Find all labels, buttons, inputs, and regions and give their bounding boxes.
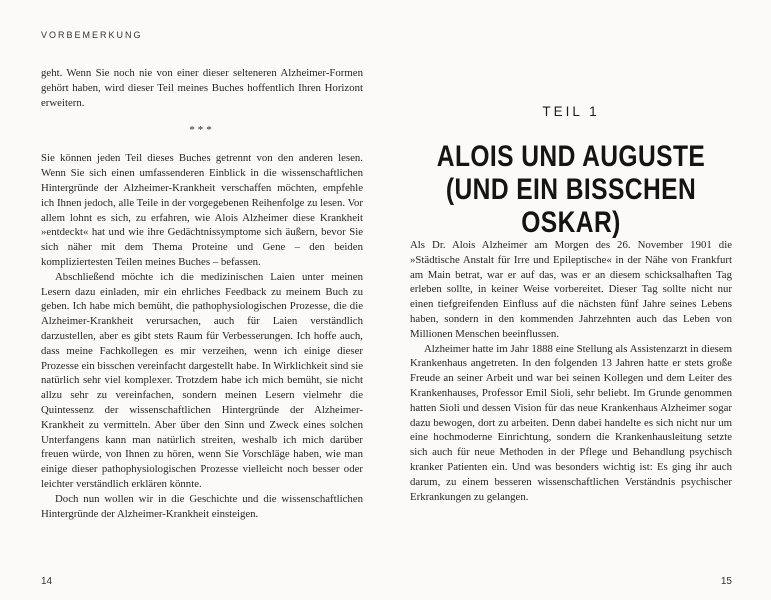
paragraph: Abschließend möchte ich die medizinischen Laien unter meinen Lesern dazu einladen, mir ein ehrliches Feedback zu meinem Buch zu geben. Ich habe mich bemüht, die pathophysiologischen Prozesse, die die Alzheimer-Krankheit verursachen, auch für Laien verständlich darzustellen, aber es gibt stets Raum für Verbesserungen. Ich hoffe auch, dass meine Fachkollegen es mir verzeihen, wenn ich einige dieser Prozesse ein bisschen vereinfacht dargestellt habe. In Wirklichkeit sind sie natürlich sehr viel komplexer. Trotzdem habe ich mich bemüht, sie nicht allzu sehr zu vereinfachen, sondern meinen Lesern vielmehr die Quintessenz der wissenschaftlichen Hintergründe der Alzheimer-Krankheit zu vermitteln. Aber über den Sinn und Zweck eines solchen Unterfangens kann man natürlich streiten, weshalb ich mich darüber freuen würde, von Ihnen zu hören, wenn Sie Vorschläge haben, wie man einige dieser pathophysiologischen Prozesse vielleicht noch besser oder leichter verständlich erklären könnte. (41, 270, 363, 490)
page-number: 14 (41, 576, 53, 587)
chapter-title: ALOIS UND AUGUSTE (UND EIN BISSCHEN OSKAR) (436, 140, 706, 239)
paragraph: Sie können jeden Teil dieses Buches getrennt von den anderen lesen. Wenn Sie sich einen umfassenderen Einblick in die wissenschaftlichen Hintergründe der Alzheimer-Krankheit verschaffen möchten, empfehle ich Ihnen jedoch, alle Teile in der vorgegebenen Reihenfolge zu lesen. Vor allem lohnt es sich, zu erfahren, wie Alois Alzheimer diese Krankheit »entdeckt« hat und wie ihre Gedächtnissymptome sich äußern, bevor Sie sich näher mit dem Thema Proteine und Gene – den beiden kompliziertesten Teilen meines Buches – befassen. (41, 152, 363, 268)
page-number: 15 (720, 576, 732, 587)
right-page (410, 0, 732, 600)
paragraph-continued: geht. Wenn Sie noch nie von einer dieser selteneren Alzheimer-Formen gehört haben, wird dieser Teil meines Buches hoffentlich Ihren Horizont erweitern. (41, 67, 363, 109)
part-label: TEIL 1 (542, 104, 600, 119)
left-page (41, 0, 363, 600)
chapter-title-wrap (366, 140, 771, 239)
paragraph: Doch nun wollen wir in die Geschichte und die wissenschaftlichen Hintergründe der Alzheimer-Krankheit einsteigen. (41, 492, 363, 520)
paragraph: Als Dr. Alois Alzheimer am Morgen des 26. November 1901 die »Städtische Anstalt für Irre und Epileptische« in der Nähe von Frankfurt am Main betrat, war er auf das, was er an diesem schicksalhaften Tag erleben sollte, in keiner Weise vorbereitet. Dieser Tag sollte nicht nur einen tiefgreifenden Einfluss auf die nächsten fünf Jahre seines Lebens haben, sondern in den kommenden Jahrzehnten auch das Leben von Millionen Menschen beeinflussen. (410, 239, 732, 340)
running-header: VORBEMERKUNG (41, 30, 143, 40)
right-page-text-block (410, 238, 732, 504)
left-page-text-block (41, 66, 363, 521)
paragraph: Alzheimer hatte im Jahr 1888 eine Stellung als Assistenzarzt in diesem Krankenhaus angetreten. In den folgenden 13 Jahren hatte er stets große Freude an seiner Arbeit und war bei seinen Kollegen und dem Leiter des Krankenhauses, Professor Emil Sioli, sehr beliebt. Im Grunde genommen hatten Sioli und dessen Vision für das neue Krankenhaus Alzheimer sogar dazu bewogen, dort zu arbeiten. Denn dabei handelte es sich nicht nur um eine hochmoderne Einrichtung, sondern die Krankenhausleitung setzte sich auch für neue Methoden in der Pflege und Behandlung psychisch kranker Patienten ein. Und was besonders wichtig ist: Es ging ihr auch darum, zu einem besseren wissenschaftlichen Verständnis psychischer Erkrankungen zu gelangen. (410, 342, 732, 503)
section-separator: *** (189, 124, 215, 137)
